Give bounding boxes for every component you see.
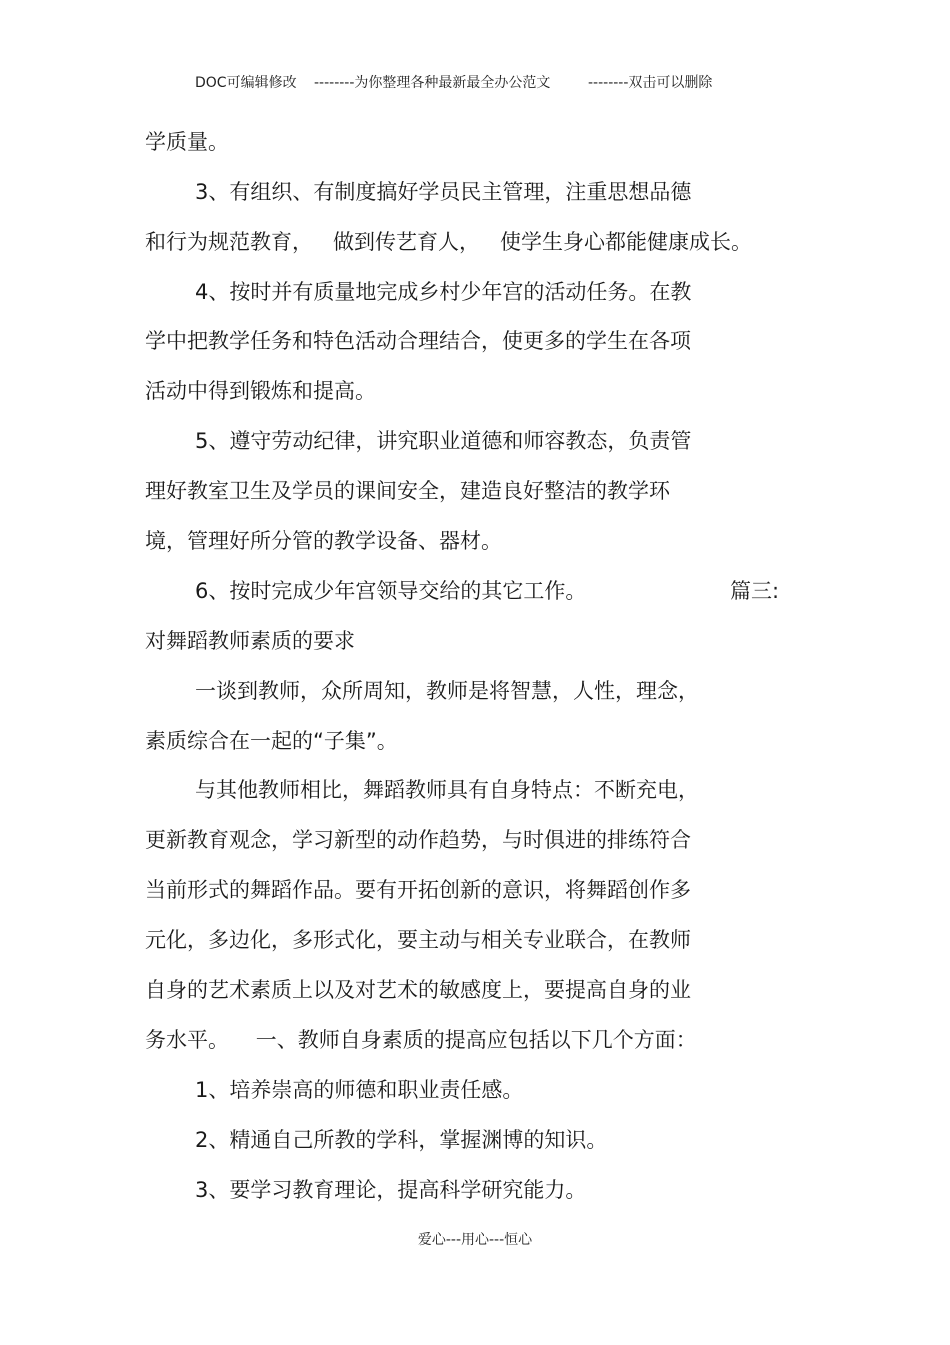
text-line: 4、按时并有质量地完成乡村少年宫的活动任务。在教: [195, 280, 692, 304]
text-line: 素质综合在一起的“子集”。: [145, 729, 398, 753]
text-line: 当前形式的舞蹈作品。要有开拓创新的意识，将舞蹈创作多: [145, 878, 691, 902]
text-line: 活动中得到锻炼和提高。: [145, 379, 376, 403]
text-line: 与其他教师相比，舞蹈教师具有自身特点：不断充电，: [195, 778, 699, 802]
text-line: 更新教育观念，学习新型的动作趋势，与时俱进的排练符合: [145, 828, 691, 852]
page-footer: 爱心---用心---恒心: [417, 1232, 533, 1248]
list-item: 2、精通自己所教的学科，掌握渊博的知识。: [195, 1128, 608, 1152]
text-line: 3、有组织、有制度搞好学员民主管理，注重思想品德: [195, 180, 692, 204]
text-line: 一谈到教师，众所周知，教师是将智慧，人性，理念，: [195, 679, 699, 703]
text-line: 自身的艺术素质上以及对艺术的敏感度上，要提高自身的业: [145, 978, 691, 1002]
header-right: --------双击可以删除: [588, 75, 713, 91]
text-line: 务水平。 一、教师自身素质的提高应包括以下几个方面：: [145, 1028, 697, 1052]
section-label: 篇三:: [730, 579, 780, 603]
text-line: 5、遵守劳动纪律，讲究职业道德和师容教态，负责管: [195, 429, 692, 453]
text-line: 6、按时完成少年宫领导交给的其它工作。: [195, 579, 587, 603]
text-line: 学质量。: [145, 130, 229, 154]
section-title: 对舞蹈教师素质的要求: [145, 629, 355, 653]
text-line: 境，管理好所分管的教学设备、器材。: [145, 529, 502, 553]
list-item: 1、培养崇高的师德和职业责任感。: [195, 1078, 524, 1102]
text-line: 学中把教学任务和特色活动合理结合，使更多的学生在各项: [145, 329, 691, 353]
list-item: 3、要学习教育理论，提高科学研究能力。: [195, 1178, 587, 1202]
text-line: 元化，多边化，多形式化，要主动与相关专业联合，在教师: [145, 928, 691, 952]
text-line: 和行为规范教育， 做到传艺育人， 使学生身心都能健康成长。: [145, 230, 753, 254]
text-line: 理好教室卫生及学员的课间安全，建造良好整洁的教学环: [145, 479, 670, 503]
header-left: DOC可编辑修改: [195, 75, 297, 91]
page-header: [0, 72, 950, 92]
header-middle: --------为你整理各种最新最全办公范文: [314, 75, 551, 91]
